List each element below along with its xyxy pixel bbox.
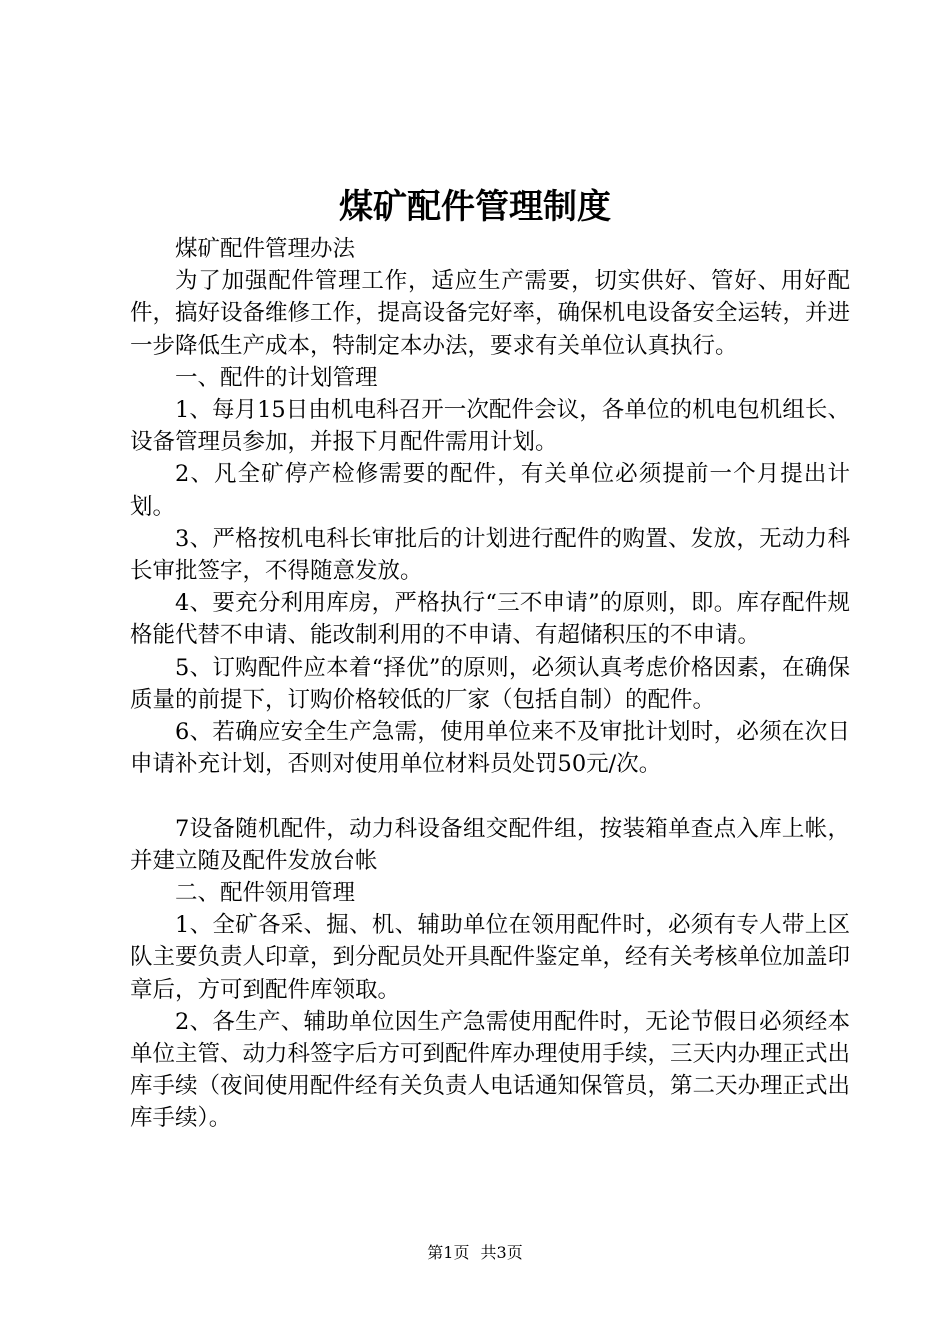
document-body	[130, 233, 850, 1135]
usage-item-2: 2、各生产、辅助单位因生产急需使用配件时，无论节假日必须经本单位主管、动力科签字后方可到配件库办理使用手续，三天内办理正式出库手续（夜间使用配件经有关负责人电话通知保管员，第二天办理正式出库手续）。	[130, 1008, 851, 1132]
page-number: 第1页	[427, 1243, 470, 1262]
plan-item-7: 7设备随机配件，动力科设备组交配件组，按装箱单查点入库上帐，并建立随及配件发放台帐	[130, 815, 850, 874]
plan-item-4: 4、要充分利用库房，严格执行“三不申请”的原则，即。库存配件规格能代替不申请、能改制利用的不申请、有超储积压的不申请。	[130, 590, 850, 649]
plan-item-3: 3、严格按机电科长审批后的计划进行配件的购置、发放，无动力科长审批签字，不得随意发放。	[130, 525, 850, 585]
plan-item-1: 1、每月15日由机电科召开一次配件会议，各单位的机电包机组长、设备管理员参加，并报下月配件需用计划。	[130, 397, 850, 456]
page-total: 共3页	[480, 1243, 523, 1262]
subtitle-paragraph: 煤矿配件管理办法	[175, 236, 356, 262]
page-footer	[0, 1243, 950, 1263]
section-heading-usage: 二、配件领用管理	[175, 880, 356, 907]
section-heading-plan: 一、配件的计划管理	[175, 364, 378, 391]
plan-item-2: 2、凡全矿停产检修需要的配件，有关单位必须提前一个月提出计划。	[130, 461, 850, 520]
plan-item-6: 6、若确应安全生产急需，使用单位来不及审批计划时，必须在次日申请补充计划，否则对使用单位材料员处罚50元/次。	[130, 719, 850, 778]
document-title: 煤矿配件管理制度	[339, 187, 611, 227]
plan-item-5: 5、订购配件应本着“择优”的原则，必须认真考虑价格因素，在确保质量的前提下，订购价格较低的厂家（包括自制）的配件。	[130, 654, 850, 713]
intro-paragraph: 为了加强配件管理工作，适应生产需要，切实供好、管好、用好配件，搞好设备维修工作，提高设备完好率，确保机电设备安全运转，并进一步降低生产成本，特制定本办法，要求有关单位认真执行。	[130, 268, 851, 359]
usage-item-1: 1、全矿各采、掘、机、辅助单位在领用配件时，必须有专人带上区队主要负责人印章，到分配员处开具配件鉴定单，经有关考核单位加盖印章后，方可到配件库领取。	[130, 912, 851, 1003]
blank-line	[130, 780, 850, 812]
